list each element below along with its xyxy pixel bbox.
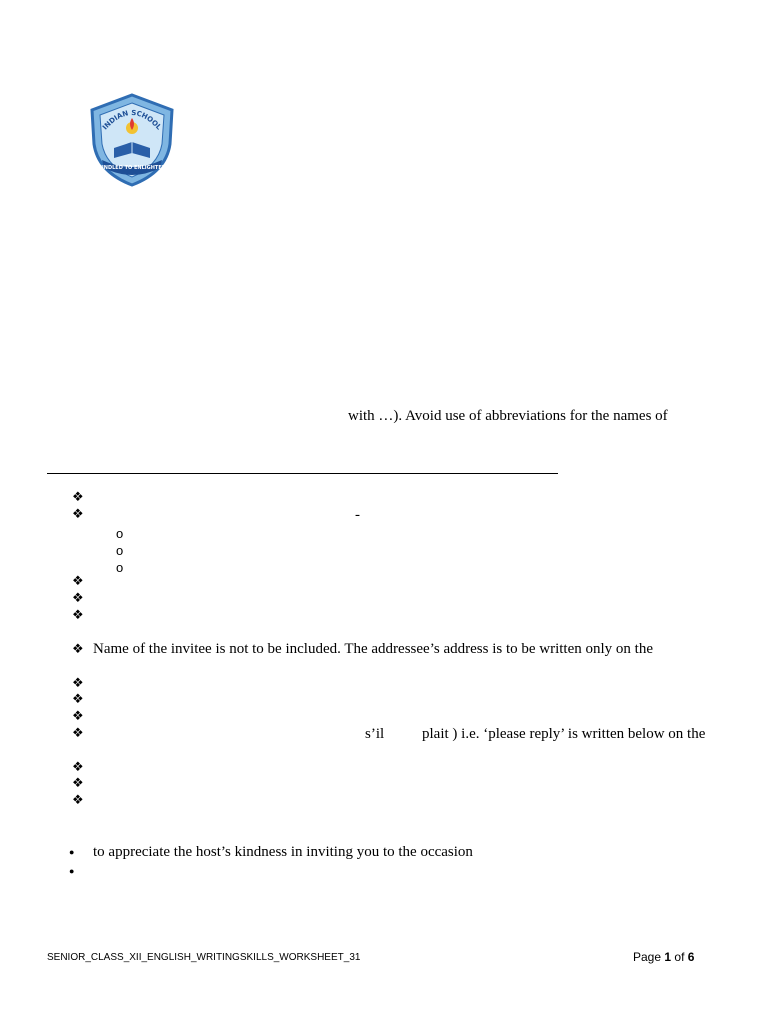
diamond-bullet-icon: ❖ (72, 590, 84, 605)
body-line-appreciate: to appreciate the host’s kindness in inviting you to the occasion (93, 844, 473, 860)
diamond-bullet-icon: ❖ (72, 708, 84, 723)
diamond-bullet-icon: ❖ (72, 489, 84, 504)
diamond-bullet-icon: ❖ (72, 573, 84, 588)
footer-page-number (633, 950, 694, 964)
body-line-plait: plait ) i.e. ‘please reply’ is written below on the (422, 726, 706, 742)
diamond-bullet-icon: ❖ (72, 506, 84, 521)
of-word: of (674, 950, 685, 964)
circle-bullet-icon: o (116, 526, 124, 541)
section-rule (47, 473, 558, 474)
page-word: Page (633, 950, 662, 964)
logo-arc-text: INDIAN SCHOOL (101, 108, 163, 132)
diamond-bullet-icon: ❖ (72, 759, 84, 774)
page-total: 6 (687, 950, 695, 964)
diamond-bullet-icon: ❖ (72, 641, 84, 656)
body-line-invitee: Name of the invitee is not to be included. The addressee’s address is to be written only on the (93, 641, 654, 657)
diamond-bullet-icon: ❖ (72, 691, 84, 706)
footer-doc-code: SENIOR_CLASS_XII_ENGLISH_WRITINGSKILLS_WORKSHEET_31 (47, 952, 361, 963)
page-current: 1 (664, 950, 672, 964)
dash-text: - (355, 507, 360, 523)
logo-motto: KINDLED TO ENLIGHTEN (98, 165, 166, 171)
diamond-bullet-icon: ❖ (72, 792, 84, 807)
circle-bullet-icon: o (116, 543, 124, 558)
circle-bullet-icon: o (116, 560, 124, 575)
diamond-bullet-icon: ❖ (72, 675, 84, 690)
dot-bullet-icon: ● (69, 847, 75, 857)
diamond-bullet-icon: ❖ (72, 725, 84, 740)
dot-bullet-icon: ● (69, 866, 75, 876)
school-logo (88, 92, 176, 188)
body-line-abbreviations: with …). Avoid use of abbreviations for the names of (348, 408, 668, 424)
diamond-bullet-icon: ❖ (72, 607, 84, 622)
diamond-bullet-icon: ❖ (72, 775, 84, 790)
body-text-sil: s’il (365, 726, 385, 742)
